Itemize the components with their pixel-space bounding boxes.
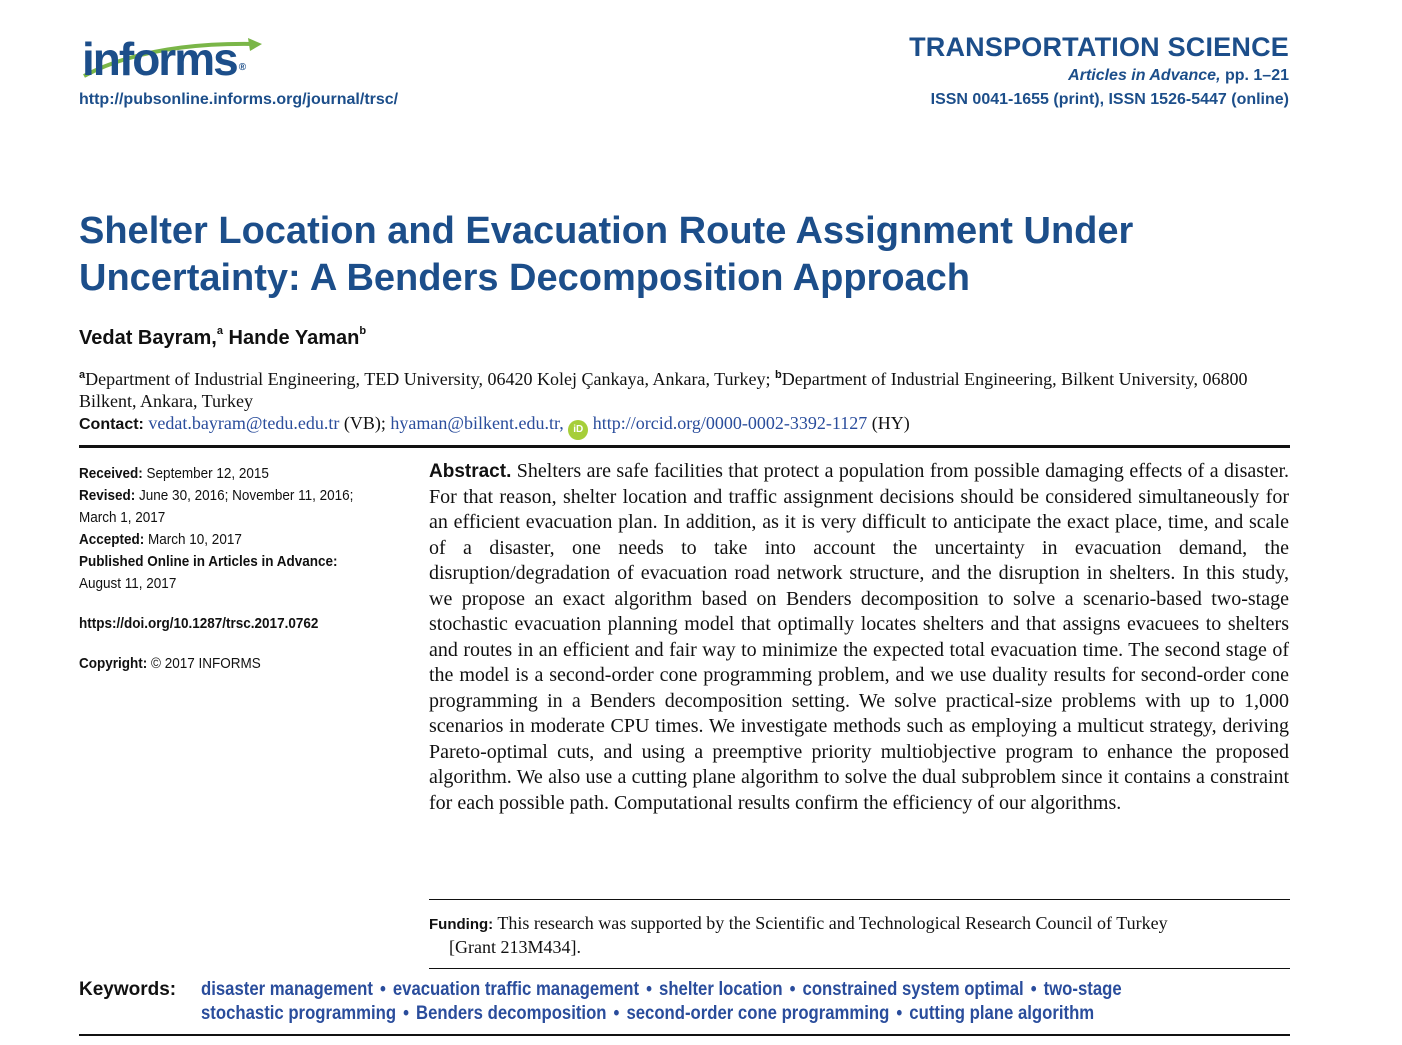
keyword-link[interactable]: evacuation traffic management: [392, 979, 640, 1000]
abstract-text: Shelters are safe facilities that protect a population from possible damaging effects of a disaster. For that reason, shelter location and traffic assignment decisions should be considered simultaneously for an efficient evacuation plan. In addition, as it is very difficult to anticipate the exact place, time, and scale of a disaster, one needs to take into account the uncertainty in evacuation demand, the disruption/degradation of evacuation road network structure, and the disruption in shelters. In this study, we propose an exact algorithm based on Benders decomposition to solve a scenario-based two-stage stochastic evacuation planning model that optimally locates shelters and that assigns evacuees to shelters and routes in an efficient and fair way to minimize the expected total evacuation time. The second stage of the model is a second-order cone programming problem, and we use duality results for second-order cone programming in a Benders decomposition setting. We solve practical-size problems with up to 1,000 scenarios in moderate CPU times. We investigate methods such as employing a multicut strategy, deriving Pareto-optimal cuts, and using a preemptive priority multiobjective program to enhance the proposed algorithm. We also use a cutting plane algorithm to solve the dual subproblem since it contains a constraint for each possible path. Computational results confirm the efficiency of our algorithms.: [429, 460, 1289, 814]
author-name[interactable]: Vedat Bayram,: [79, 327, 217, 349]
email-link[interactable]: hyaman@bilkent.edu.tr,: [390, 413, 564, 433]
abstract: Abstract. Shelters are safe facilities that protect a population from possible damaging effects of a disaster. For that reason, shelter location and traffic assignment decisions should be considered simultaneously for an efficient evacuation plan. In addition, as it is very difficult to anticipate the exact place, time, and scale of a disaster, one needs to take into account the uncertainty in evacuation demand, the disruption/degradation of evacuation road network structure, and the disruption in shelters. In this study, we propose an exact algorithm based on Benders decomposition to solve a scenario-based two-stage stochastic evacuation planning model that optimally locates shelters and that assigns evacuees to shelters and routes in an efficient and fair way to minimize the expected total evacuation time. The second stage of the model is a second-order cone programming problem, and we use duality results for second-order cone programming in a Benders decomposition setting. We solve practical-size problems with up to 1,000 scenarios in moderate CPU times. We investigate methods such as employing a multicut strategy, deriving Pareto-optimal cuts, and using a preemptive priority multiobjective program to enhance the proposed algorithm. We also use a cutting plane algorithm to solve the dual subproblem since it contains a constraint for each possible path. Computational results confirm the efficiency of our algorithms.: [429, 460, 1289, 814]
divider: [429, 899, 1290, 900]
issn: ISSN 0041-1655 (print), ISSN 1526-5447 (online): [930, 91, 1289, 108]
informs-logo[interactable]: [78, 33, 278, 88]
articles-in-advance: Articles in Advance, pp. 1–21: [1068, 67, 1289, 84]
divider: [429, 968, 1290, 969]
article-history: Received: September 12, 2015 Revised: June 30, 2016; November 11, 2016; March 1, 2017 Accepted: March 10, 2017 Published Online in Articles in Advance: August 11, 2017 https://doi.org/10.1287/trsc.2017.0762 Copyright: © 2017 INFORMS: [79, 465, 354, 672]
keyword-link[interactable]: cutting plane algorithm: [909, 1003, 1095, 1024]
paper-title: Shelter Location and Evacuation Route Assignment Under Uncertainty: A Benders Decomposition Approach: [79, 210, 1134, 299]
divider: [79, 445, 1290, 448]
author-name[interactable]: Hande Yaman: [228, 327, 360, 349]
affiliations: $^a$Department of Industrial Engineering, TED University, 06420 Kolej Çankaya, Ankara, Turkey; $^b$Department of Industrial Engineering, Bilkent University, 06800 Bilkent, Ankara, Turkey: [79, 369, 1248, 411]
funding: Funding: This research was supported by the Scientific and Technological Research Council of Turkey [Grant 213M434].: [429, 913, 1168, 957]
divider: [79, 1034, 1290, 1036]
keyword-link[interactable]: constrained system optimal: [802, 979, 1024, 1000]
journal-name: TRANSPORTATION SCIENCE: [909, 32, 1289, 62]
keywords-list: disaster management • evacuation traffic management • shelter location • constrained system optimal • two-stage stochastic programming • Benders decomposition • second-order cone programming • cutting plane algorithm: [201, 979, 1122, 1024]
keyword-link[interactable]: second-order cone programming: [626, 1003, 890, 1024]
logo-wordmark: informs ®: [82, 33, 247, 85]
doi-link[interactable]: https://doi.org/10.1287/trsc.2017.0762: [79, 615, 319, 632]
email-link[interactable]: vedat.bayram@tedu.edu.tr: [148, 413, 340, 433]
orcid-icon: iD: [568, 420, 588, 440]
authors: Vedat Bayram,$^a$ Hande Yaman$^b$: [79, 325, 367, 349]
keywords-label: Keywords:: [79, 979, 177, 1000]
keyword-link[interactable]: Benders decomposition: [416, 1003, 607, 1024]
keyword-link[interactable]: two-stage stochastic programming: [201, 979, 1122, 1024]
contact-line: Contact: vedat.bayram@tedu.edu.tr (VB); hyaman@bilkent.edu.tr, iD http://orcid.org/0000-0002-3392-1127 (HY): [79, 413, 910, 440]
orcid-link[interactable]: http://orcid.org/0000-0002-3392-1127: [592, 413, 868, 433]
keyword-link[interactable]: shelter location: [659, 979, 783, 1000]
keyword-link[interactable]: disaster management: [201, 979, 373, 1000]
journal-url-link[interactable]: http://pubsonline.informs.org/journal/trsc/: [79, 91, 399, 108]
